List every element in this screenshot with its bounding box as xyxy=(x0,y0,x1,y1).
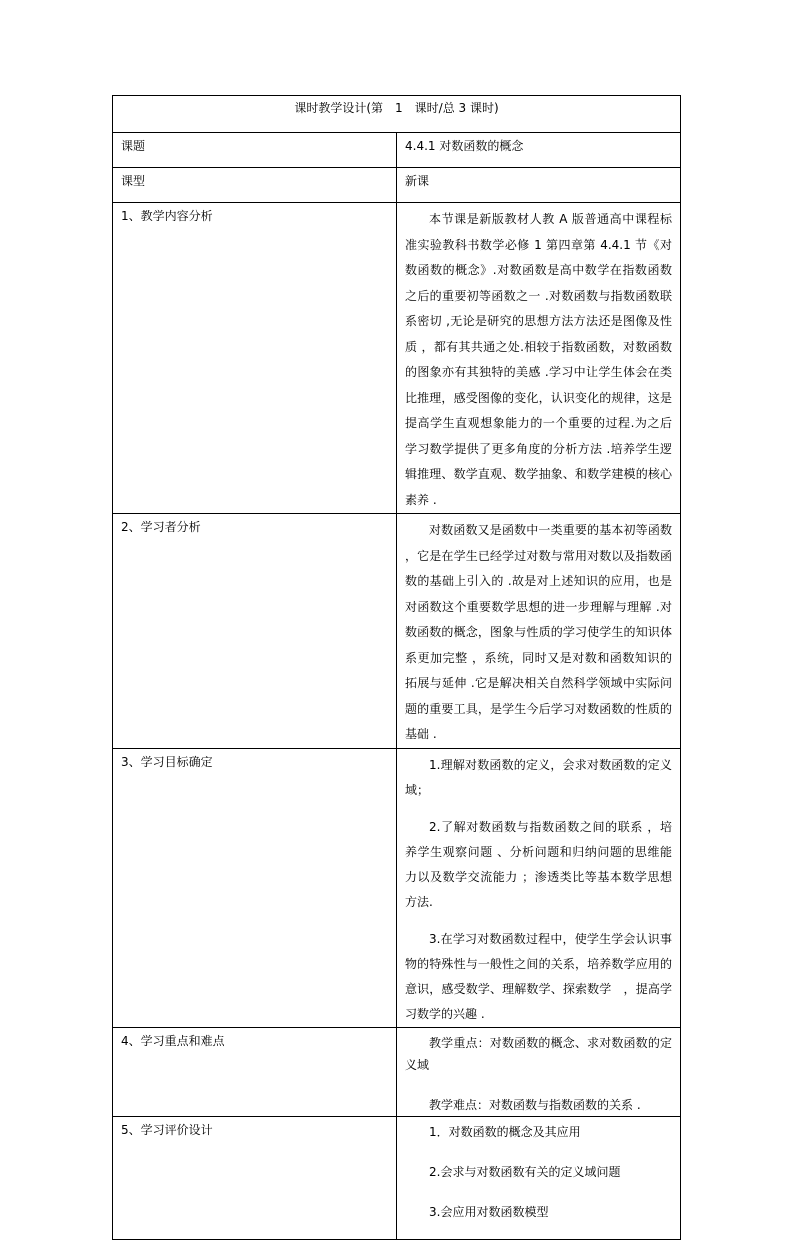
content-analysis-cell xyxy=(397,203,681,514)
evaluation-cell xyxy=(397,1116,681,1239)
learner-analysis-text: 对数函数又是函数中一类重要的基本初等函数 ，它是在学生已经学过对数与常用对数以及指数函数的基础上引入的 .故是对上述知识的应用，也是对函数这个重要数学思想的进一步理解与理解 .对数函数的概念，图象与性质的学习使学生的知识体系更加完整 ，系统，同时又是对数和函数知识的拓展与延伸 .它是解决相关自然科学领域中实际问题的重要工具，是学生今后学习对数函数的性质的基础 . xyxy=(405,523,672,741)
table-row xyxy=(113,514,681,749)
goal-item-2: 2.了解对数函数与指数函数之间的联系 ，培养学生观察问题 、分析问题和归纳问题的思维能力以及数学交流能力 ；渗透类比等基本数学思想方法. xyxy=(405,819,672,909)
row-label-evaluation: 5、学习评价设计 xyxy=(113,1116,397,1239)
table-row xyxy=(113,1116,681,1239)
learning-goals-cell xyxy=(397,748,681,1027)
row-label-learner-analysis: 2、学习者分析 xyxy=(113,514,397,749)
row-label-content-analysis: 1、教学内容分析 xyxy=(113,203,397,514)
header-row xyxy=(113,96,681,133)
row-label-learning-goals: 3、学习目标确定 xyxy=(113,748,397,1027)
key-points-cell xyxy=(397,1027,681,1116)
table-row xyxy=(113,168,681,203)
evaluation-item-1: 1．对数函数的概念及其应用 xyxy=(429,1124,581,1139)
goal-item-3: 3.在学习对数函数过程中，使学生学会认识事物的特殊性与一般性之间的关系，培养数学应用的意识，感受数学、理解数学、探索数学 ，提高学习数学的兴趣 . xyxy=(405,931,672,1021)
content-analysis-text: 本节课是新版教材人教 A 版普通高中课程标准实验教科书数学必修 1 第四章第 4.4.1 节《对数函数的概念》.对数函数是高中数学在指数函数之后的重要初等函数之一 .对数函数与指数函数联系密切 ,无论是研究的思想方法方法还是图像及性质 ，都有其共通之处.相较于指数函数，对数函数的图象亦有其独特的美感 .学习中让学生体会在类比推理，感受图像的变化，认识变化的规律，这是提高学生直观想象能力的一个重要的过程.为之后学习数学提供了更多角度的分析方法 .培养学生逻辑推理、数学直观、数学抽象、和数学建模的核心素养 . xyxy=(405,212,672,507)
row-label-key-points: 4、学习重点和难点 xyxy=(113,1027,397,1116)
evaluation-item-2: 2.会求与对数函数有关的定义域问题 xyxy=(429,1164,621,1179)
evaluation-item-3: 3.会应用对数函数模型 xyxy=(429,1204,549,1219)
table-row xyxy=(113,203,681,514)
learner-analysis-cell xyxy=(397,514,681,749)
lesson-type-value: 新课 xyxy=(397,168,681,203)
row-label-lesson-type: 课型 xyxy=(113,168,397,203)
topic-value: 4.4.1 对数函数的概念 xyxy=(397,133,681,168)
key-point-focus: 教学重点：对数函数的概念、求对数函数的定义域 xyxy=(405,1035,672,1072)
row-label-topic: 课题 xyxy=(113,133,397,168)
table-row xyxy=(113,748,681,1027)
lesson-design-table xyxy=(112,95,681,1240)
table-row xyxy=(113,1027,681,1116)
key-point-difficulty: 教学难点：对数函数与指数函数的关系 . xyxy=(429,1097,641,1112)
table-row xyxy=(113,133,681,168)
table-title: 课时教学设计(第 1 课时/总 3 课时) xyxy=(113,96,681,133)
goal-item-1: 1.理解对数函数的定义，会求对数函数的定义域； xyxy=(405,757,672,797)
